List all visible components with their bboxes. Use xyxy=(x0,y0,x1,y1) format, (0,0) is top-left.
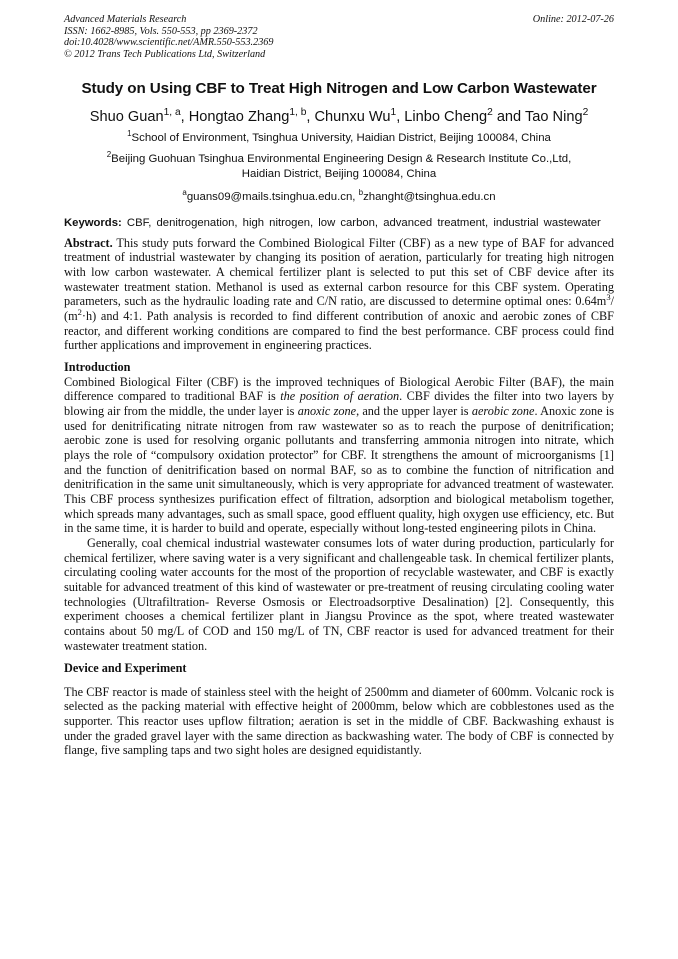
email-mark: a xyxy=(182,188,187,198)
author-separator: , xyxy=(396,109,405,126)
body-text: , and the upper layer is xyxy=(356,404,472,418)
email-b: zhanght@tsinghua.edu.cn xyxy=(363,191,496,204)
author-name: Hongtao Zhang xyxy=(188,109,290,126)
affiliation-text: School of Environment, Tsinghua University, Haidian District, Beijing 100084, China xyxy=(131,132,551,145)
superscript: 2 xyxy=(77,306,82,317)
online-date: Online: 2012-07-26 xyxy=(532,14,614,25)
section-heading-introduction: Introduction xyxy=(64,360,131,375)
keywords-label: Keywords: xyxy=(64,217,122,230)
author-affiliation-mark: 1, b xyxy=(289,107,307,119)
introduction-paragraph-1 xyxy=(64,375,614,536)
section-heading-device: Device and Experiment xyxy=(64,661,187,676)
keywords-text: CBF, denitrogenation, high nitrogen, low carbon, advanced treatment, industrial wastewater xyxy=(121,217,601,230)
journal-header xyxy=(64,14,614,60)
author-list xyxy=(64,109,614,125)
introduction-paragraph-2: Generally, coal chemical industrial wastewater consumes lots of water during production, particularly for chemical fertilizer, where saving water is a very significant and challengeable task. In chemical fertilizer plants, circulating cooling water accounts for the most of the proportion of recyclable wastewater, and CBF is exactly suitable for advanced treatment of this kind of wastewater or pre-treatment of reusing circulating cooling water technologies (Ultrafiltration- Reverse Osmosis or Electroadsorptive Desalination) [2]. Consequently, this experiment chooses a chemical fertilizer plant in Jiangsu Province as the spot, where treated wastewater contains about 50 mg/L of COD and 150 mg/L of TN, CBF reactor is used for advanced treatment for their wastewater treatment station. xyxy=(64,535,614,653)
body-text: . Anoxic zone is used for denitrificating nitrate nitrogen from raw wastewater so as to reach the purpose of denitrification; aerobic zone is used for resolving organic pollutants and transferring ammonia nitrogen into nitrate, which plays the role of “compulsory oxidation protector” for CBF. It strengthens the amount of microorganisms [1] and the function of denitrification based on normal BAF, so as to combine the function of nitrification and denitrification in the same unit simultaneously, which is very appropriate for advanced treatment of wastewater. This CBF process synthesizes purification effect of filtration, adsorption and biological metabolism together, which spreads many advantages, such as small space, good effluent quality, high oxygen use efficiency, etc. But in the same time, it is harder to build and operate, especially without long-tested engineering pilots in China. xyxy=(64,404,614,536)
email-a: guans09@mails.tsinghua.edu.cn, xyxy=(186,191,359,204)
superscript: 3 xyxy=(606,292,611,303)
affiliation-mark: 2 xyxy=(106,150,112,160)
keywords xyxy=(64,216,614,230)
author-affiliation-mark: 2 xyxy=(487,107,493,119)
abstract-text: This study puts forward the Combined Biological Filter (CBF) as a new type of BAF for advanced treatment of industrial wastewater by changing its position of aeration, particularly for treating high nitrogen with low carbon wastewater. A chemical fertilizer plant is selected to put this set of CBF device after its wastewater treatment station. Methanol is used as external carbon resource for this CBF system. Operating parameters, such as the hydraulic loading rate and C/N ratio, are discussed to determine optimal ones: 0.64m xyxy=(64,235,614,309)
paper-page xyxy=(64,14,614,758)
author-affiliation-mark: 1, a xyxy=(163,107,181,119)
affiliation-text: Beijing Guohuan Tsinghua Environmental Engineering Design & Research Institute Co.,Ltd, xyxy=(111,153,572,166)
doi-line: doi:10.4028/www.scientific.net/AMR.550-553.2369 xyxy=(64,37,274,49)
author-emails xyxy=(64,188,614,204)
abstract xyxy=(64,236,614,353)
device-paragraph-1: The CBF reactor is made of stainless steel with the height of 2500mm and diameter of 600mm. Volcanic rock is selected as the packing material with effective height of 2000mm, below which are cobblestones used as the supporter. This reactor uses upflow filtration; aeration is set in the middle of CBF. Backwashing exhaust is under the graded gravel layer with the same direction as backwashing water. The body of CBF is connected by flange, five sampling taps and two sight holes are designed equidistantly. xyxy=(64,684,614,758)
body-text: . CBF divides the filter into two layers by blowing air from the middle, the under layer is xyxy=(64,389,614,418)
author-affiliation-mark: 2 xyxy=(582,107,589,119)
author-affiliation-mark: 1 xyxy=(390,107,397,119)
author-name: Linbo Cheng xyxy=(404,109,488,126)
author-separator: , xyxy=(180,109,189,126)
author-name: Tao Ning xyxy=(524,109,583,126)
italic-term: the position of aeration xyxy=(280,389,400,404)
author-separator: , xyxy=(306,109,315,126)
body-text: Combined Biological Filter (CBF) is the improved techniques of Biological Aerobic Filter (BAF), the main difference compared to traditional BAF is xyxy=(64,374,614,404)
affiliation-text: Haidian District, Beijing 100084, China xyxy=(241,168,437,181)
issn-line: ISSN: 1662-8985, Vols. 550-553, pp 2369-2372 xyxy=(64,25,258,37)
abstract-label: Abstract. xyxy=(64,235,113,250)
abstract-text: ·h) and 4:1. Path analysis is recorded to find different contribution of anoxic and aerobic zones of CBF reactor, and different working conditions are compared to find the best performance. CBF process could find further applications and improvement in engineering practices. xyxy=(64,309,614,353)
copyright-line: © 2012 Trans Tech Publications Ltd, Switzerland xyxy=(64,48,266,60)
author-name: Shuo Guan xyxy=(89,109,164,126)
affiliation-1 xyxy=(64,131,614,146)
journal-name: Advanced Materials Research xyxy=(64,14,187,25)
abstract-text: / (m xyxy=(64,294,614,324)
paper-title: Study on Using CBF to Treat High Nitrogen and Low Carbon Wastewater xyxy=(81,80,597,98)
affiliation-2 xyxy=(64,152,614,182)
affiliation-mark: 1 xyxy=(127,129,132,139)
italic-term: anoxic zone xyxy=(297,404,357,418)
italic-term: aerobic zone xyxy=(471,404,535,418)
author-name: Chunxu Wu xyxy=(314,109,391,126)
email-mark: b xyxy=(358,188,364,198)
author-separator: and xyxy=(492,109,525,126)
